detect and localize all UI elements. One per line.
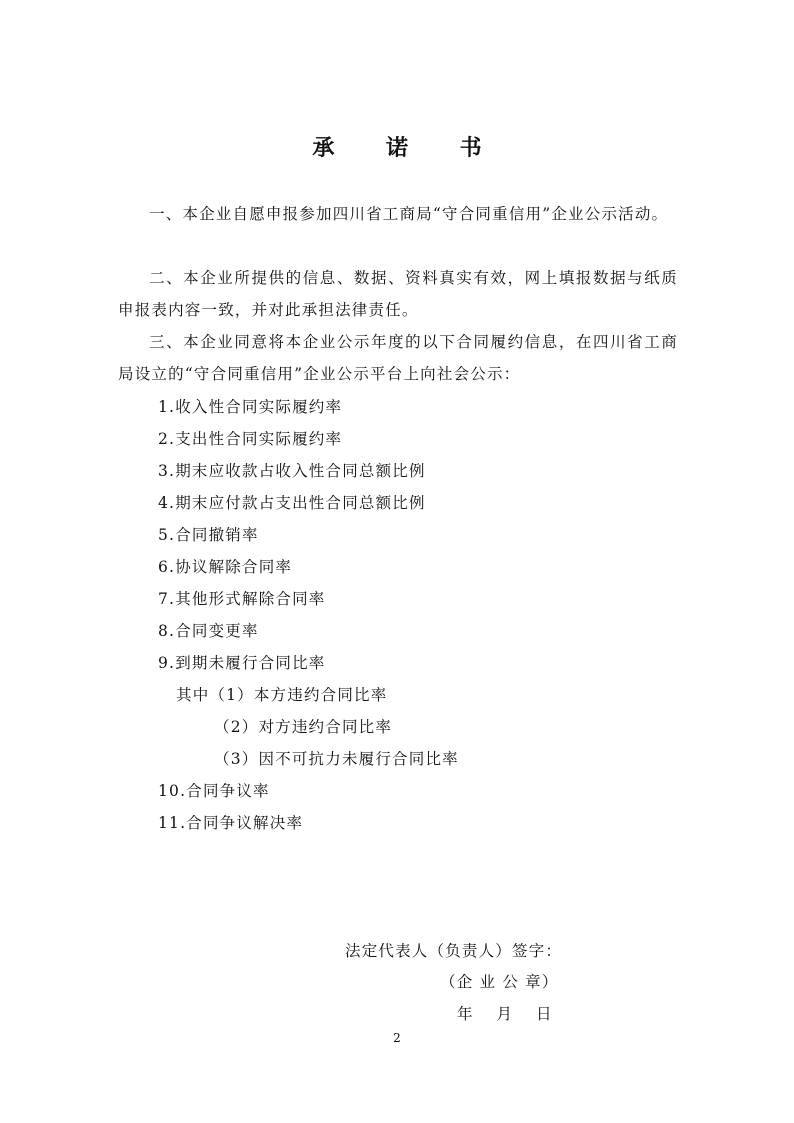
company-seal-label: （企 业 公 章）	[440, 973, 559, 991]
list-item: 1.收入性合同实际履约率	[158, 398, 343, 416]
sub-list-item: 其中（1）本方违约合同比率	[176, 686, 388, 704]
paragraph-2: 二、本企业所提供的信息、数据、资料真实有效，网上填报数据与纸质申报表内容一致，并对此承担法律责任。	[118, 269, 678, 319]
list-item: 7.其他形式解除合同率	[158, 590, 326, 608]
list-item: 10.合同争议率	[158, 782, 270, 800]
sub-list-item: （2）对方违约合同比率	[214, 718, 393, 736]
page-number: 2	[393, 1031, 401, 1045]
list-item: 11.合同争议解决率	[158, 814, 304, 832]
paragraph-3: 三、本企业同意将本企业公示年度的以下合同履约信息，在四川省工商局设立的“守合同重信用”企业公示平台上向社会公示：	[118, 333, 678, 383]
paragraph-1: 一、本企业自愿申报参加四川省工商局“守合同重信用”企业公示活动。	[149, 205, 669, 223]
signature-date: 年 月 日	[457, 1005, 553, 1023]
list-item: 8.合同变更率	[158, 622, 259, 640]
sub-list-item: （3）因不可抗力未履行合同比率	[214, 750, 459, 768]
list-item: 9.到期未履行合同比率	[158, 654, 326, 672]
list-item: 5.合同撤销率	[158, 526, 259, 544]
document-title: 承 诺 书	[312, 135, 504, 161]
list-item: 6.协议解除合同率	[158, 558, 293, 576]
signature-representative: 法定代表人（负责人）签字：	[345, 942, 563, 960]
list-item: 2.支出性合同实际履约率	[158, 430, 343, 448]
list-item: 4.期末应付款占支出性合同总额比例	[158, 494, 426, 512]
list-item: 3.期末应收款占收入性合同总额比例	[158, 462, 426, 480]
